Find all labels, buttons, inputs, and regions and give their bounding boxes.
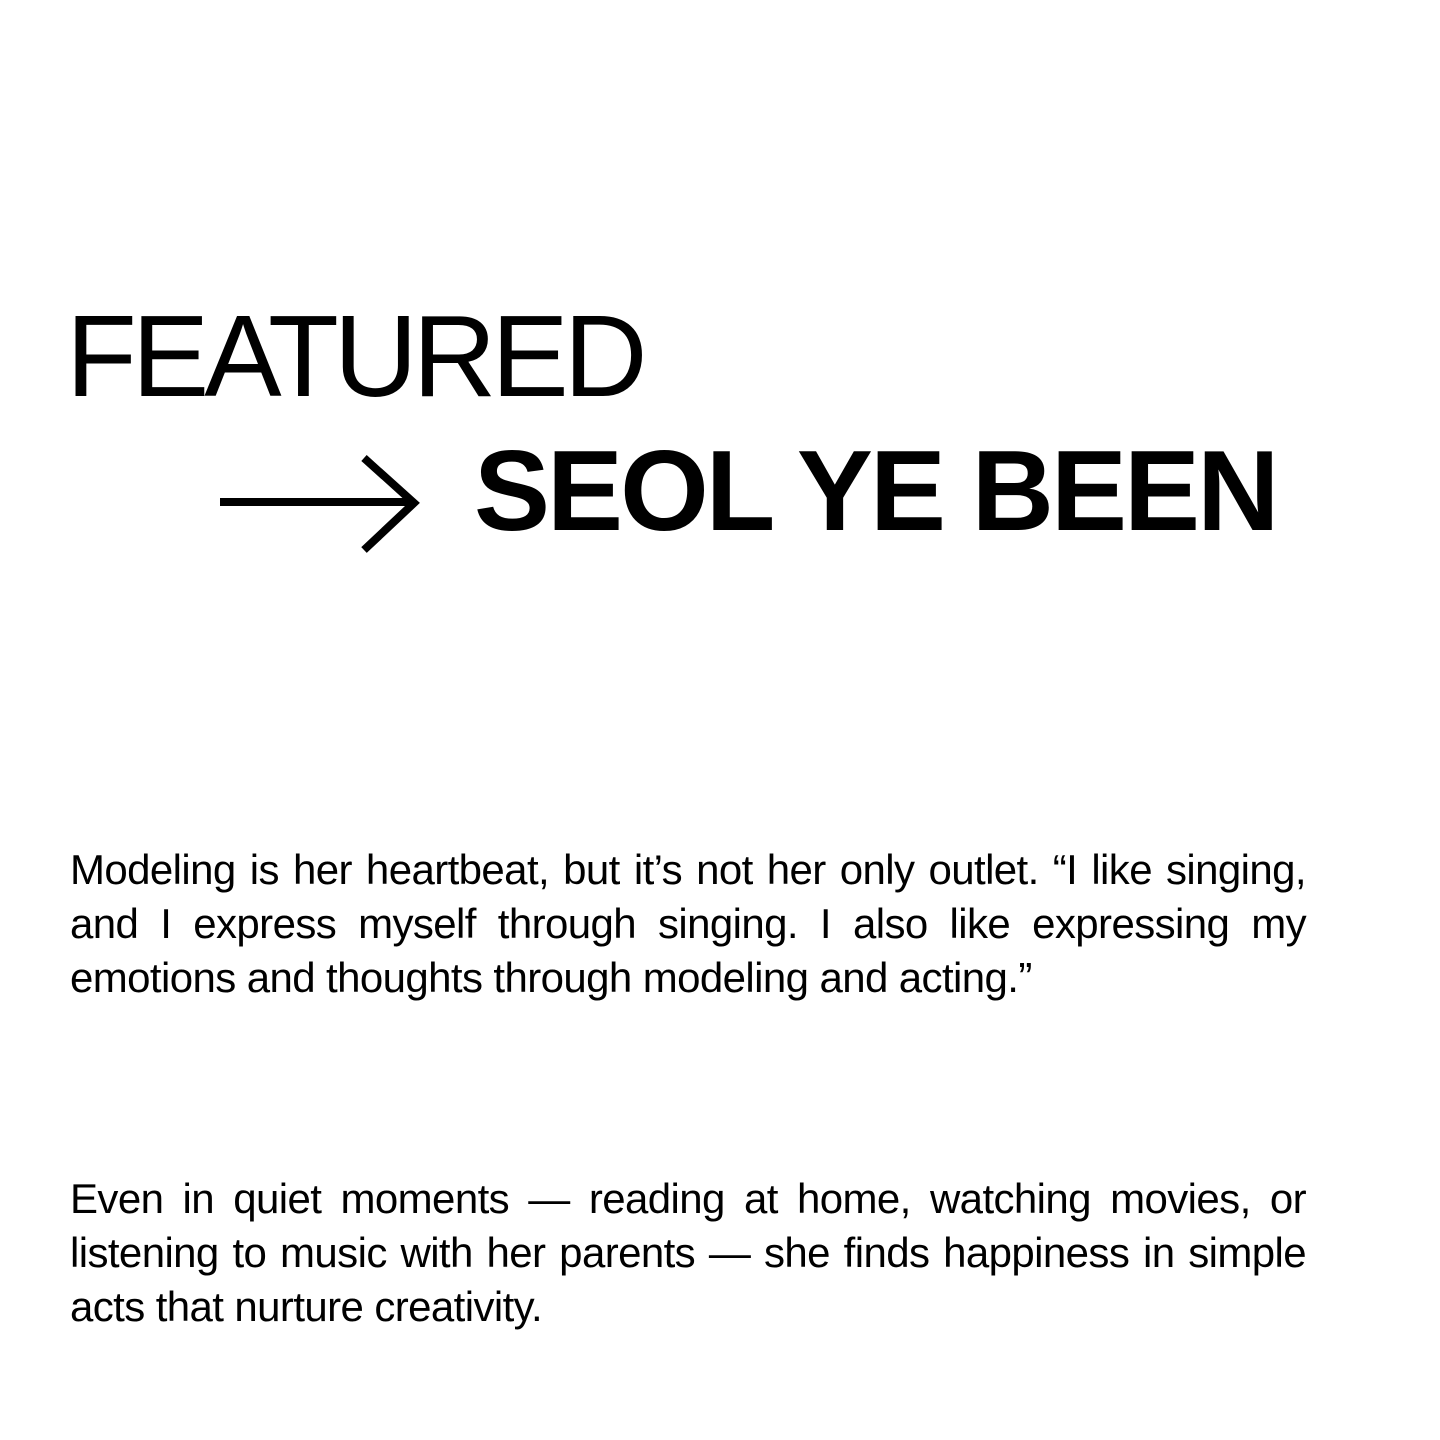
body-paragraph-1: Modeling is her heartbeat, but it’s not her only outlet. “I like singing, and I express myself through singing. I also like expressing my emotions and thoughts through modeling and acting.”	[70, 846, 1306, 1001]
featured-label: FEATURED	[66, 291, 643, 421]
body-paragraph-2: Even in quiet moments — reading at home, watching movies, or listening to music with her parents — she finds happiness in simple acts that nurture creativity.	[70, 1175, 1306, 1330]
right-arrow-icon	[218, 455, 422, 553]
featured-name-heading: SEOL YE BEEN	[474, 428, 1277, 555]
